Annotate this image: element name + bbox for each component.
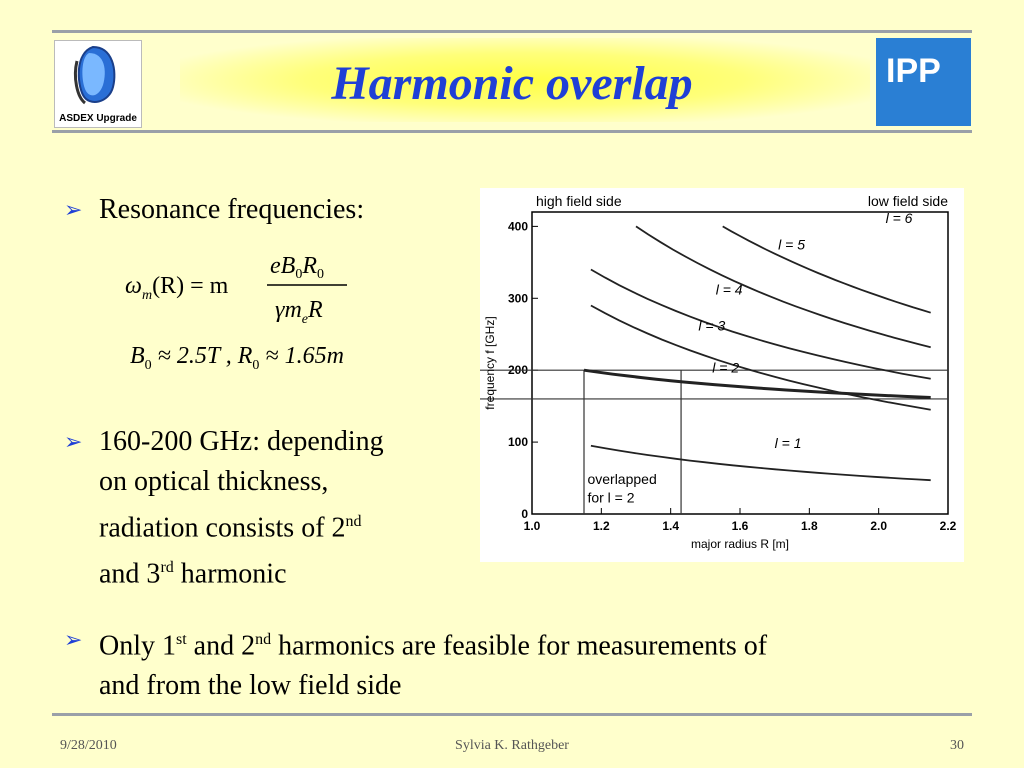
resonance-formula [125,245,425,375]
ipp-logo-mark [876,38,971,126]
formula-sub-m: m [141,288,153,303]
bullet3-line1: Only 1st and 2nd harmonics are feasible for measurements of [99,630,768,662]
x-tick-label: 1.6 [731,519,749,533]
series-line [584,370,931,397]
formula-numerator: eB [270,253,296,279]
footer-author: Sylvia K. Rathgeber [455,738,569,753]
formula-denominator: γm [275,297,302,323]
bullet2-line2: on optical thickness, [99,466,329,497]
bullet2-line4: and 3rd harmonic [99,558,287,590]
x-tick-label: 2.0 [870,519,888,533]
header-top-rule [52,30,972,33]
x-tick-label: 1.0 [523,519,541,533]
formula-omega: ω [125,273,142,299]
overlap-annotation: overlapped [587,470,657,487]
footer-rule [52,713,972,716]
series-label: l = 1 [774,434,802,451]
bullet2-line3: radiation consists of 2nd [99,512,362,544]
series-line [723,226,931,312]
x-tick-label: 1.2 [592,519,610,533]
y-tick-label: 400 [507,219,528,234]
x-tick-label: 1.8 [800,519,818,533]
y-tick-label: 300 [507,291,528,306]
series-label: l = 4 [715,281,743,298]
high-field-side-label: high field side [536,193,622,209]
svg-text:ωm(R) = m [125,273,229,303]
bullet-arrow-icon: ➢ [64,197,83,222]
series-label: l = 2 [712,359,740,376]
harmonic-resonance-chart [480,188,964,562]
y-tick-label: 0 [521,507,528,521]
slide-title: Harmonic overlap [331,57,693,110]
bullet-only-1st-2nd [64,620,964,700]
formula-B: B [130,343,145,369]
x-tick-label: 2.2 [939,519,957,533]
series-label: l = 3 [698,317,726,334]
footer-page-number: 30 [950,738,964,753]
y-tick-label: 200 [507,363,528,378]
footer-date: 9/28/2010 [60,738,117,753]
ipp-logo [876,38,971,126]
ipp-logo-text: IPP [886,52,941,90]
plot-frame [532,209,948,514]
bullet-160-200ghz [64,422,474,590]
asdex-logo-caption: ASDEX Upgrade [59,113,137,124]
series-label: l = 5 [778,236,805,253]
y-axis-label: frequency f [GHz] [483,316,497,410]
header-bottom-rule [52,130,972,133]
low-field-side-label: low field side [867,193,948,209]
x-axis-label: major radius R [m] [690,537,790,551]
tokamak-cross-section-icon [55,41,141,111]
bullet2-line1: 160-200 GHz: depending [99,426,384,457]
svg-text:γmeR: $\gamma m_eR$ [275,297,323,327]
svg-text:eB0R0: $eB_0R_0$ [270,253,324,282]
svg-text:B0 ≈ 2.5T , R0 ≈ 1.65m: $B_0 \approx 2.5T$ , $R_0 \approx 1.65m$ [130,343,344,373]
chart-svg [480,188,964,562]
bullet-resonance [64,190,464,230]
x-tick-label: 1.4 [662,519,680,533]
bullet-text: Resonance frequencies: [99,194,365,225]
series-line [591,270,931,379]
y-tick-label: 100 [507,435,528,450]
series-label: l = 6 [885,209,913,226]
bullet-arrow-icon: ➢ [64,429,83,454]
formula-arg: (R) = m [152,273,229,299]
asdex-upgrade-logo [54,40,142,128]
bullet3-line2: and from the low field side [99,670,402,702]
overlap-annotation: for l = 2 [587,489,635,506]
bullet-arrow-icon: ➢ [64,627,83,652]
